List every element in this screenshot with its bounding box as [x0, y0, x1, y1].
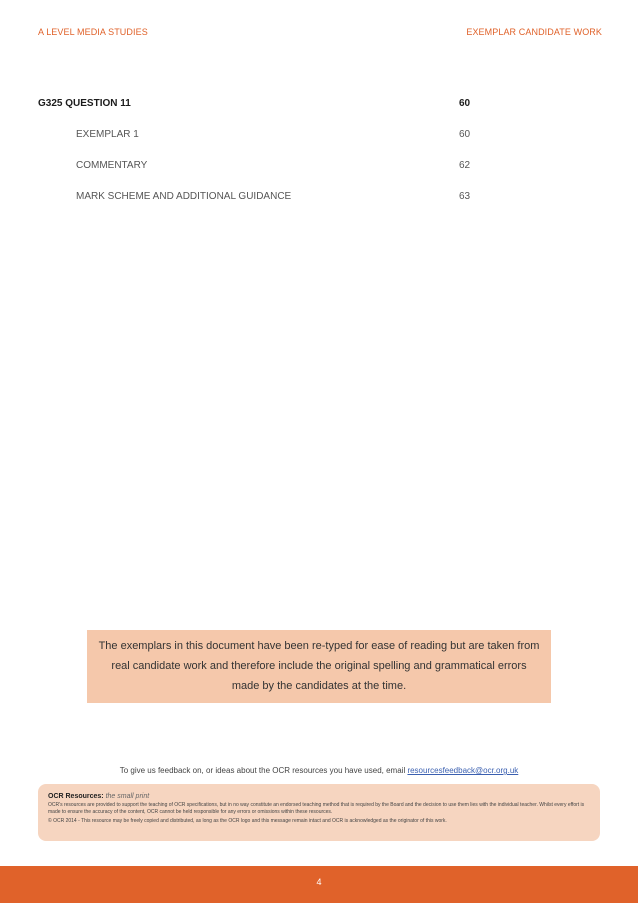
toc-entry-page: 60	[459, 129, 471, 140]
toc-entry-page: 63	[459, 191, 471, 202]
running-header-left: A LEVEL MEDIA STUDIES	[38, 27, 148, 37]
smallprint-copyright: © OCR 2014 - This resource may be freely copied and distributed, as long as the OCR logo and this message remain intact and OCR is acknowledged as the originator of this work.	[48, 818, 447, 824]
footer-bar	[0, 866, 638, 903]
toc-main-label: G325 QUESTION 11	[38, 98, 131, 109]
toc-entry-commentary[interactable]	[0, 160, 638, 174]
feedback-email-link[interactable]: resourcesfeedback@ocr.org.uk	[407, 766, 519, 775]
feedback-line	[0, 766, 638, 775]
toc-entry-label: MARK SCHEME AND ADDITIONAL GUIDANCE	[76, 191, 292, 202]
smallprint-body: OCR's resources are provided to support the teaching of OCR specifications, but in no way constitute an endorsed teaching method that is required by the Board and the decision to use them lies with the individual teacher. Whilst every effort is made to ensure the accuracy of the content, OCR cannot be held responsible for any errors or omissions within these resources.	[48, 802, 585, 815]
toc-main-page: 60	[459, 98, 471, 109]
page-number: 4	[316, 877, 322, 887]
feedback-text: To give us feedback on, or ideas about the OCR resources you have used, email	[119, 766, 408, 775]
toc-entry-mark-scheme[interactable]	[0, 191, 638, 205]
toc-entry-label: COMMENTARY	[76, 160, 148, 171]
smallprint-subtitle: the small print	[105, 793, 150, 800]
smallprint-box	[38, 784, 600, 841]
toc-entry-exemplar-1[interactable]	[0, 129, 638, 143]
smallprint-title: OCR Resources:	[48, 793, 104, 800]
toc-main-entry[interactable]	[0, 98, 638, 112]
toc-entry-page: 62	[459, 160, 471, 171]
running-header-right: EXEMPLAR CANDIDATE WORK	[466, 27, 602, 37]
toc-entry-label: EXEMPLAR 1	[76, 129, 139, 140]
smallprint-heading	[48, 793, 590, 800]
retyped-notice-box	[87, 630, 551, 703]
retyped-notice-text: The exemplars in this document have been re-typed for ease of reading but are taken from real candidate work and therefore include the original spelling and grammatical errors made by the candidates at the time.	[98, 640, 540, 692]
